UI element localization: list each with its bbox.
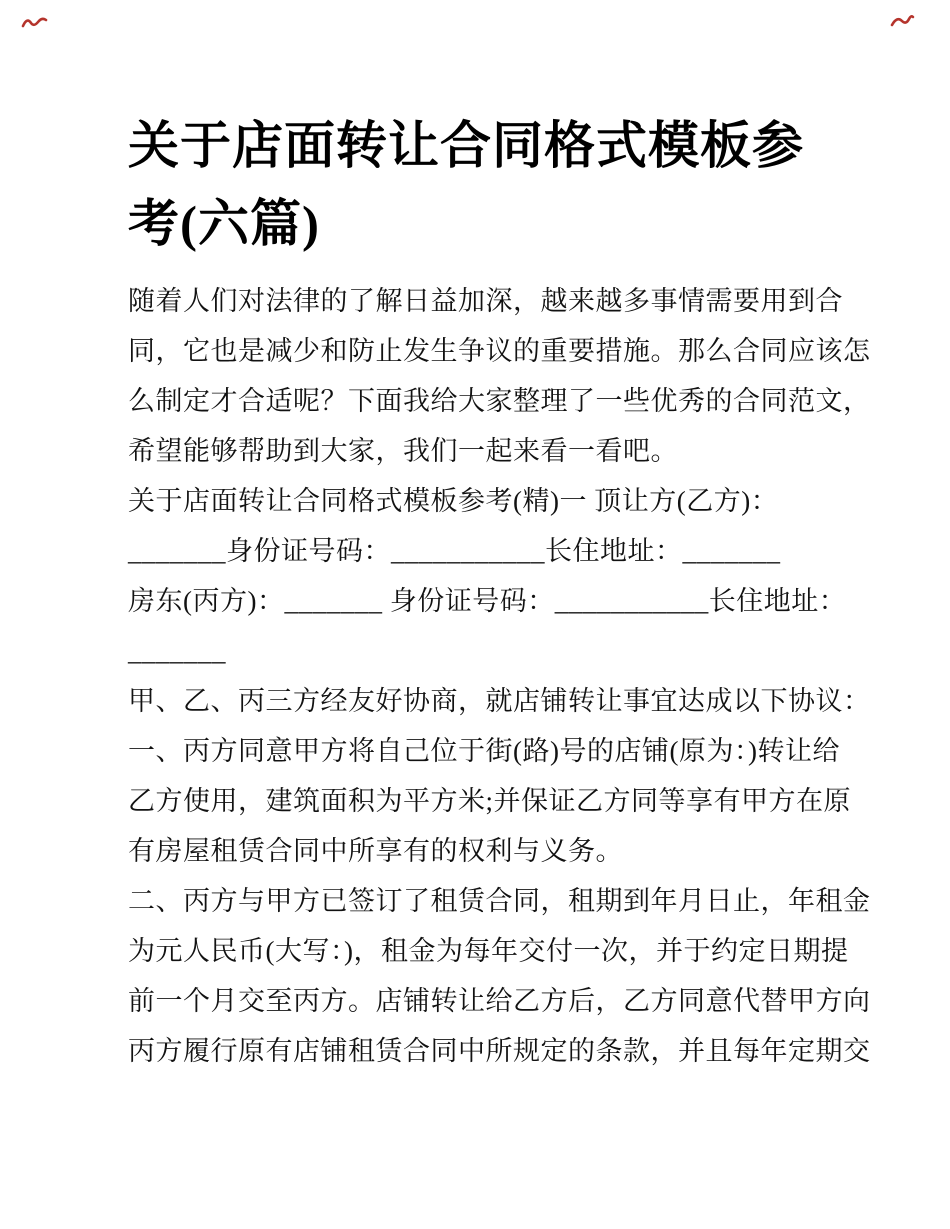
text-line-blank-fields-1: _______身份证号码：___________长住地址：_______: [128, 536, 781, 566]
text-line-clause2-3: 前一个月交至丙方。店铺转让给乙方后，乙方同意代替甲方向: [128, 986, 871, 1016]
text-line-clause2-2: 为元人民币(大写：)，租金为每年交付一次，并于约定日期提: [128, 936, 849, 966]
text-line-clause2-1: 二、丙方与甲方已签订了租赁合同，租期到年月日止，年租金: [128, 886, 871, 916]
document-body: [128, 276, 950, 1076]
text-line-intro-4: 希望能够帮助到大家，我们一起来看一看吧。: [128, 436, 678, 466]
text-line-blank-fields-2: 房东(丙方)：_______ 身份证号码：___________长住地址：: [128, 586, 847, 616]
text-line-section-heading: 关于店面转让合同格式模板参考(精)一 顶让方(乙方)：: [128, 486, 779, 516]
text-line-intro-3: 么制定才合适呢？下面我给大家整理了一些优秀的合同范文，: [128, 386, 871, 416]
text-line-agreement-intro: 甲、乙、丙三方经友好协商，就店铺转让事宜达成以下协议：: [128, 686, 871, 716]
text-line-clause1-3: 有房屋租赁合同中所享有的权利与义务。: [128, 836, 623, 866]
text-line-blank-fields-3: _______: [128, 636, 226, 666]
title-line-1: 关于店面转让合同格式模板参: [128, 119, 805, 175]
document-title: [128, 108, 950, 264]
text-line-intro-1: 随着人们对法律的了解日益加深，越来越多事情需要用到合: [128, 286, 843, 316]
text-line-clause1-1: 一、丙方同意甲方将自己位于街(路)号的店铺(原为：)转让给: [128, 736, 840, 766]
text-line-intro-2: 同，它也是减少和防止发生争议的重要措施。那么合同应该怎: [128, 336, 871, 366]
text-line-clause1-2: 乙方使用，建筑面积为平方米;并保证乙方同等享有甲方在原: [128, 786, 852, 816]
title-line-2: 考(六篇): [128, 197, 320, 253]
text-line-clause2-4: 丙方履行原有店铺租赁合同中所规定的条款，并且每年定期交: [128, 1036, 871, 1066]
